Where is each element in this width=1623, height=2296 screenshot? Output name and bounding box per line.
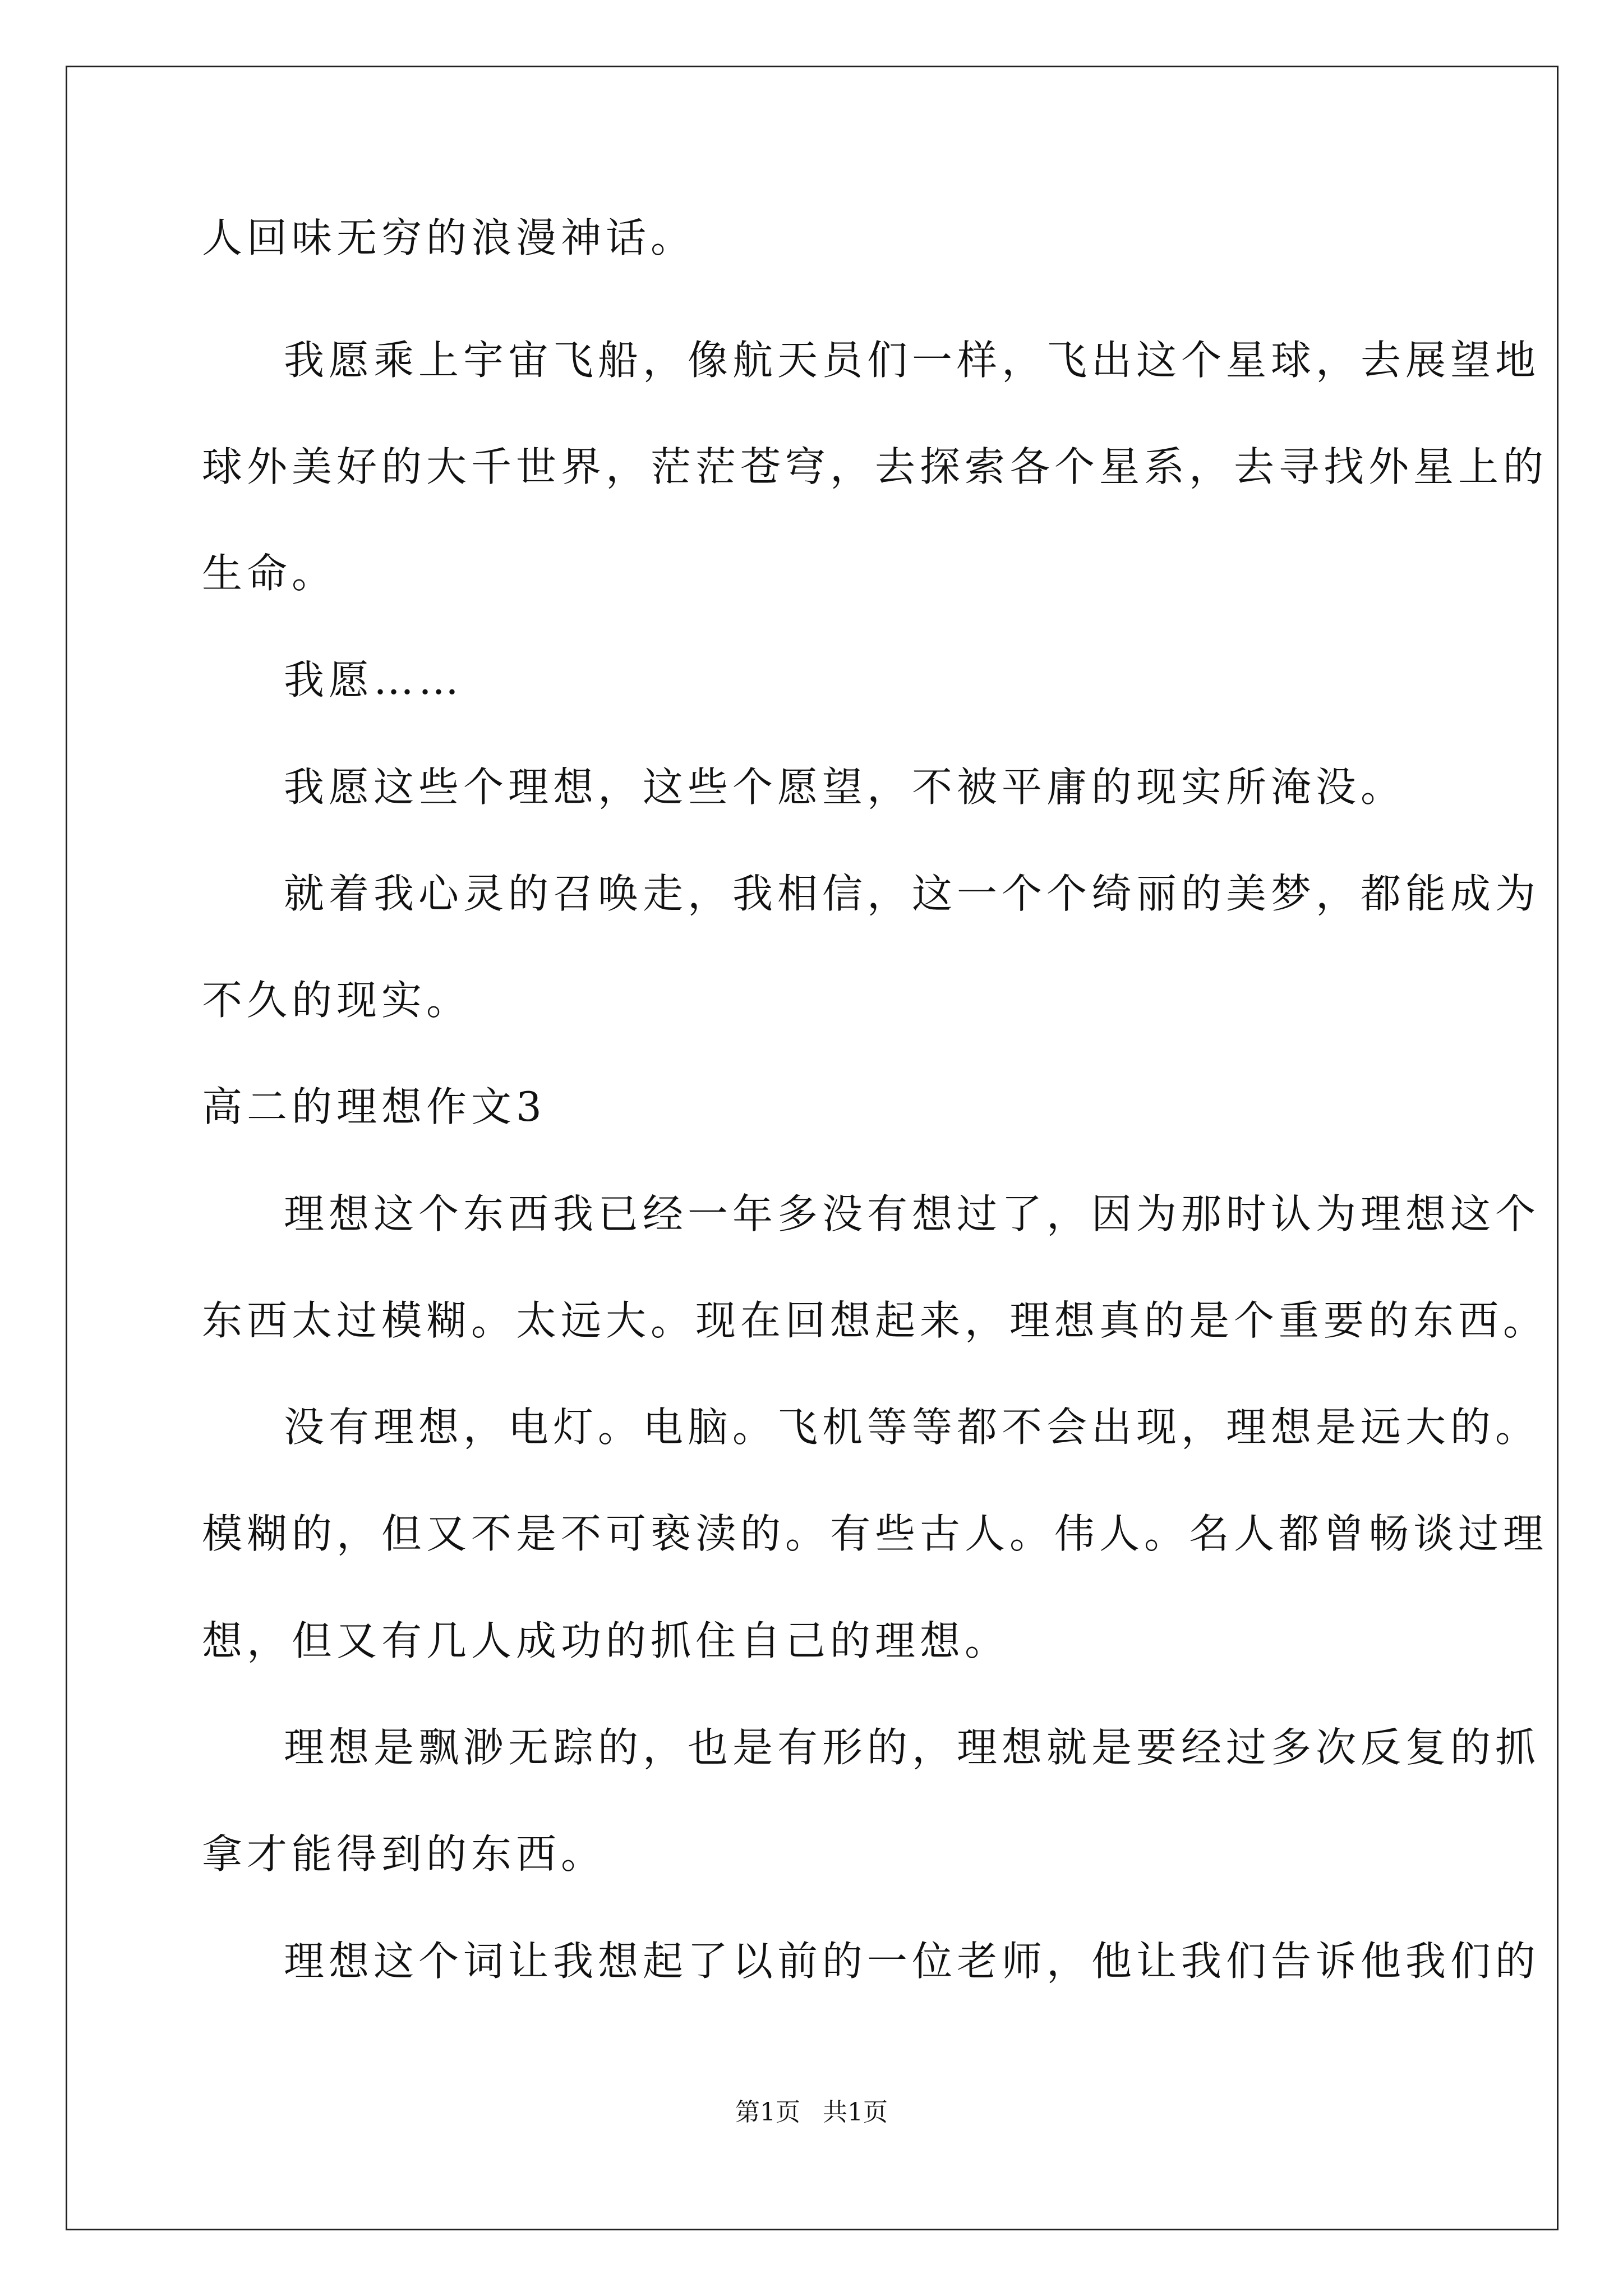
text-line: 理想这个东西我已经一年多没有想过了，因为那时认为理想这个 <box>284 1190 1541 1237</box>
text-line: 没有理想，电灯。电脑。飞机等等都不会出现，理想是远大的。 <box>284 1404 1541 1451</box>
page-number: 第1页 <box>735 2098 800 2127</box>
text-line: 理想是飘渺无踪的，也是有形的，理想就是要经过多次反复的抓 <box>284 1724 1541 1771</box>
text-line: 拿才能得到的东西。 <box>202 1830 606 1878</box>
text-line: 不久的现实。 <box>202 977 472 1024</box>
text-line: 球外美好的大千世界，茫茫苍穹，去探索各个星系，去寻找外星上的 <box>202 443 1548 490</box>
text-line: 模糊的，但又不是不可亵渎的。有些古人。伟人。名人都曾畅谈过理 <box>202 1510 1548 1557</box>
text-line: 人回味无穷的浪漫神话。 <box>202 214 696 261</box>
text-line: 我愿…… <box>284 656 464 703</box>
page-footer <box>0 2097 1623 2128</box>
text-line: 就着我心灵的召唤走，我相信，这一个个绮丽的美梦，都能成为 <box>284 870 1541 917</box>
text-line: 我愿乘上宇宙飞船，像航天员们一样，飞出这个星球，去展望地 <box>284 337 1541 384</box>
text-line: 我愿这些个理想，这些个愿望，不被平庸的现实所淹没。 <box>284 763 1406 811</box>
page-border <box>66 66 1559 2230</box>
text-line: 生命。 <box>202 550 337 597</box>
section-heading: 高二的理想作文3 <box>202 1083 546 1130</box>
text-line: 理想这个词让我想起了以前的一位老师，他让我们告诉他我们的 <box>284 1938 1541 1985</box>
text-line: 东西太过模糊。太远大。现在回想起来，理想真的是个重要的东西。 <box>202 1297 1548 1344</box>
page-total: 共1页 <box>823 2098 888 2127</box>
text-line: 想，但又有几人成功的抓住自己的理想。 <box>202 1617 1010 1664</box>
